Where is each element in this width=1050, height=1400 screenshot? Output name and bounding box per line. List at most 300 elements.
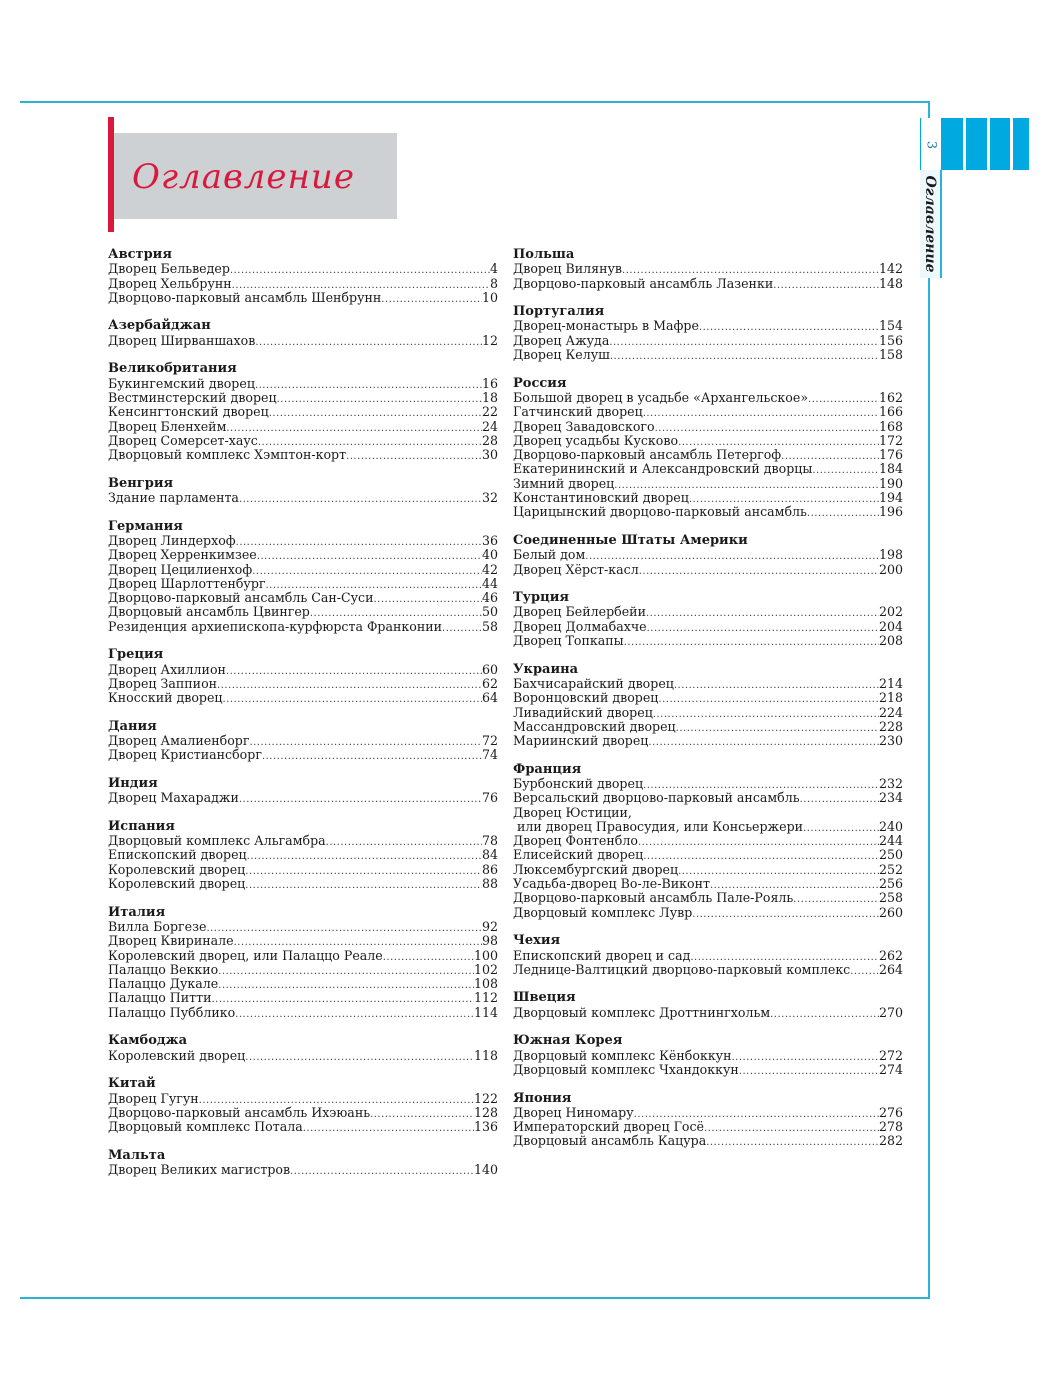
toc-section [513,991,903,1020]
entry-page-number: 24 [481,418,498,434]
entry-page-number: 270 [878,1004,903,1020]
dot-leader [277,393,482,407]
toc-section [513,1034,903,1077]
dot-leader [226,422,482,436]
entry-title: Дворец Сомерсет-хаус [108,432,258,448]
toc-section [108,477,498,506]
dot-leader [235,1008,474,1022]
toc-section [108,720,498,763]
toc-entry[interactable] [513,949,903,963]
entry-page-number: 40 [481,547,498,563]
entry-title: Палаццо Пубблико [108,1004,236,1020]
dot-leader [800,793,879,807]
dot-leader [346,450,482,464]
toc-entry[interactable] [513,1106,903,1120]
toc-entry[interactable] [513,420,903,434]
entry-page-number: 108 [473,976,498,992]
dot-leader [850,965,879,979]
toc-entry[interactable] [108,1106,498,1120]
dot-leader [643,407,879,421]
entry-page-number: 176 [878,447,903,463]
toc-entry[interactable] [108,548,498,562]
toc-entry[interactable] [513,877,903,891]
toc-entry[interactable] [513,863,903,877]
toc-entry[interactable] [108,963,498,977]
toc-entry[interactable] [513,620,903,634]
country-heading: Турция [513,590,569,606]
dot-leader [212,993,474,1007]
toc-entry[interactable] [513,777,903,791]
entry-title: Зимний дворец [513,475,615,491]
entry-page-number: 274 [878,1061,903,1077]
toc-entry[interactable] [513,348,903,362]
dot-leader [257,550,482,564]
entry-page-number: 44 [481,575,498,591]
dot-leader [370,1108,474,1122]
dot-leader [217,679,482,693]
entry-page-number: 76 [481,790,498,806]
entry-page-number: 184 [878,461,903,477]
entry-title: Императорский дворец Госё [513,1119,704,1135]
entry-page-number: 118 [473,1047,498,1063]
dot-leader [245,865,482,879]
country-heading: Греция [108,647,164,663]
dot-leader [704,1122,879,1136]
entry-title: Дворец Хельбрунн [108,275,232,291]
dot-leader [648,736,879,750]
entry-page-number: 32 [481,490,498,506]
entry-page-number: 244 [878,833,903,849]
toc-entry[interactable] [108,677,498,691]
dot-leader [381,293,482,307]
entry-title: Леднице-Валтицкий дворцово-парковый комплекс [513,961,851,977]
dot-leader [230,264,490,278]
toc-entry[interactable] [513,319,903,333]
entry-title: Белый дом [513,547,586,563]
dot-leader [643,850,879,864]
dot-leader [812,464,879,478]
entry-page-number: 156 [878,332,903,348]
toc-entry[interactable] [513,806,903,820]
entry-title: Резиденция архиепископа-курфюрста Франконии [108,618,443,634]
toc-entry[interactable] [513,963,903,977]
toc-entry[interactable] [513,262,903,276]
toc-entry[interactable] [513,1063,903,1077]
tab-divider [987,118,990,170]
toc-entry[interactable] [108,691,498,705]
toc-entry[interactable] [108,420,498,434]
entry-title: Палаццо Дукале [108,976,219,992]
entry-title: Дворцовый комплекс Хэмптон-корт [108,447,347,463]
entry-page-number: 200 [878,561,903,577]
entry-page-number: 224 [878,704,903,720]
dot-leader [609,336,879,350]
toc-entry[interactable] [513,834,903,848]
toc-entry[interactable] [513,434,903,448]
country-heading: Россия [513,375,567,391]
entry-page-number: 278 [878,1119,903,1135]
entry-title: Дворец Вилянув [513,261,623,277]
entry-title: Дворец Ажуда [513,332,610,348]
dot-leader [255,336,482,350]
entry-title: Вестминстерский дворец [108,389,277,405]
toc-entry[interactable] [108,262,498,276]
dot-leader [223,693,482,707]
entry-page-number: 102 [473,961,498,977]
entry-title: Дворец Кристиансборг [108,747,262,763]
toc-entry[interactable] [513,391,903,405]
toc-entry[interactable] [513,791,903,805]
country-heading: Индия [108,775,158,791]
toc-entry[interactable] [108,434,498,448]
toc-entry[interactable] [513,1134,903,1148]
entry-title: Дворец Бленхейм [108,418,227,434]
entry-page-number: 264 [878,961,903,977]
toc-entry[interactable] [513,334,903,348]
toc-section [108,362,498,462]
toc-section [513,763,903,920]
toc-entry[interactable] [108,748,498,762]
dot-leader [245,1051,474,1065]
entry-page-number: 202 [878,604,903,620]
toc-section [513,248,903,291]
toc-entry[interactable] [513,691,903,705]
entry-page-number: 260 [878,904,903,920]
dot-leader [674,679,879,693]
toc-entry[interactable] [108,920,498,934]
dot-leader [442,622,482,636]
dot-leader [255,379,482,393]
toc-entry[interactable] [513,677,903,691]
dot-leader [624,636,879,650]
toc-entry[interactable] [108,391,498,405]
dot-leader [303,1122,474,1136]
dot-leader [239,493,482,507]
entry-title: Букингемский дворец [108,375,255,391]
entry-title: Мариинский дворец [513,733,649,749]
right-rule [928,101,930,1299]
entry-title: Дворцовый комплекс Альгамбра [108,833,326,849]
entry-page-number: 12 [481,332,498,348]
entry-title: Гатчинский дворец [513,404,643,420]
dot-leader [206,922,482,936]
dot-leader [647,622,879,636]
toc-entry[interactable] [108,563,498,577]
entry-page-number: 22 [481,404,498,420]
toc-entry[interactable] [513,405,903,419]
toc-entry[interactable] [108,277,498,291]
entry-title: Усадьба-дворец Во-ле-Виконт [513,876,710,892]
dot-leader [247,850,482,864]
dot-leader [326,836,482,850]
country-heading: Дания [108,718,157,734]
toc-entry[interactable] [513,891,903,905]
dot-leader [646,607,879,621]
toc-entry[interactable] [513,277,903,291]
country-heading: Южная Корея [513,1033,623,1049]
country-heading: Франция [513,761,582,777]
entry-page-number: 74 [481,747,498,763]
entry-page-number: 258 [878,890,903,906]
dot-leader [692,908,879,922]
dot-leader [739,1065,879,1079]
entry-page-number: 196 [878,504,903,520]
entry-title: Бурбонский дворец [513,775,644,791]
toc-entry[interactable] [513,491,903,505]
entry-page-number: 4 [489,261,498,277]
entry-page-number: 166 [878,404,903,420]
toc-entry[interactable] [108,1049,498,1063]
dot-leader [653,708,879,722]
country-heading: Китай [108,1076,156,1092]
entry-title: Дворцовый комплекс Чхандоккун [513,1061,739,1077]
toc-entry[interactable] [108,934,498,948]
toc-entry[interactable] [108,605,498,619]
toc-entry[interactable] [513,820,903,834]
toc-entry[interactable] [513,720,903,734]
toc-entry[interactable] [108,491,498,505]
country-heading: Австрия [108,247,172,262]
side-label: Оглавление [922,175,938,273]
dot-leader [639,565,879,579]
toc-entry[interactable] [513,734,903,748]
toc-section [108,1149,498,1178]
toc-entry[interactable] [108,577,498,591]
dot-leader [269,407,482,421]
dot-leader [226,665,482,679]
entry-title: Дворец Ширваншахов [108,332,256,348]
dot-leader [218,965,474,979]
entry-page-number: 84 [481,847,498,863]
entry-page-number: 240 [878,818,903,834]
toc-entry[interactable] [108,1092,498,1106]
entry-title: Дворцово-парковый ансамбль Пале-Рояль [513,890,794,906]
entry-title: Царицынский дворцово-парковый ансамбль [513,504,807,520]
entry-title: Дворец Ниномару [513,1104,634,1120]
entry-title: Дворец Топкапы [513,633,624,649]
entry-title: Королевский дворец [108,1047,246,1063]
country-heading: Украина [513,661,579,677]
entry-title: Дворец Заппион [108,675,218,691]
toc-section [108,906,498,1020]
dot-leader [245,879,482,893]
entry-title: Кносский дворец [108,690,223,706]
dot-leader [732,1051,879,1065]
dot-leader [793,893,879,907]
dot-leader [770,1008,879,1022]
entry-page-number: 232 [878,775,903,791]
entry-page-number: 208 [878,633,903,649]
toc-entry[interactable] [513,848,903,862]
entry-title: Дворец Хёрст-касл [513,561,639,577]
dot-leader [808,393,879,407]
entry-page-number: 228 [878,718,903,734]
entry-title: Кенсингтонский дворец [108,404,269,420]
toc-entry[interactable] [513,906,903,920]
dot-leader [218,979,474,993]
entry-page-number: 282 [878,1133,903,1149]
entry-page-number: 42 [481,561,498,577]
toc-entry[interactable] [108,591,498,605]
entry-page-number: 194 [878,490,903,506]
entry-page-number: 136 [473,1119,498,1135]
toc-entry[interactable] [108,663,498,677]
toc-section [108,1077,498,1134]
toc-entry[interactable] [108,791,498,805]
toc-entry[interactable] [108,848,498,862]
country-heading: Япония [513,1090,572,1106]
entry-title: Дворец Бейлербейи [513,604,646,620]
entry-page-number: 158 [878,347,903,363]
toc-entry[interactable] [513,548,903,562]
entry-page-number: 198 [878,547,903,563]
toc-section [108,777,498,806]
toc-entry[interactable] [108,620,498,634]
dot-leader [383,951,474,965]
entry-title: Большой дворец в усадьбе «Архангельское» [513,389,809,405]
dot-leader [374,593,482,607]
entry-page-number: 10 [481,289,498,305]
entry-page-number: 218 [878,690,903,706]
page-title: Оглавление [132,157,355,197]
toc-entry[interactable] [108,291,498,305]
entry-page-number: 64 [481,690,498,706]
toc-entry[interactable] [108,949,498,963]
toc-entry[interactable] [108,734,498,748]
toc-entry[interactable] [108,977,498,991]
entry-page-number: 276 [878,1104,903,1120]
dot-leader [610,350,879,364]
country-heading: Чехия [513,933,561,949]
toc-entry[interactable] [513,462,903,476]
entry-page-number: 112 [473,990,498,1006]
toc-entry[interactable] [108,834,498,848]
toc-entry[interactable] [108,534,498,548]
entry-page-number: 148 [878,275,903,291]
entry-page-number: 230 [878,733,903,749]
entry-title: Вилла Боргезе [108,918,207,934]
entry-page-number: 122 [473,1090,498,1106]
dot-leader [638,836,879,850]
entry-title: Дворцово-парковый ансамбль Ихэюань [108,1104,371,1120]
toc-column-left [108,248,498,1192]
toc-section [108,1034,498,1063]
dot-leader [699,321,879,335]
toc-section [108,648,498,705]
dot-leader [239,793,482,807]
toc-entry[interactable] [108,334,498,348]
entry-page-number: 98 [481,933,498,949]
toc-entry[interactable] [513,563,903,577]
toc-entry[interactable] [108,1006,498,1020]
toc-entry[interactable] [513,505,903,519]
country-heading: Италия [108,904,166,920]
dot-leader [773,279,879,293]
entry-title: Дворец Амалиенборг [108,733,250,749]
entry-page-number: 204 [878,618,903,634]
toc-entry[interactable] [108,405,498,419]
entry-page-number: 252 [878,861,903,877]
toc-entry[interactable] [513,1006,903,1020]
page-number: 3 [923,140,939,150]
country-heading: Польша [513,247,575,262]
entry-title: Палаццо Питти [108,990,212,1006]
entry-page-number: 30 [481,447,498,463]
dot-leader [252,565,482,579]
entry-title: Дворец Линдерхоф [108,532,236,548]
entry-title: Дворцовый ансамбль Кацура [513,1133,707,1149]
toc-entry[interactable] [513,1049,903,1063]
entry-page-number: 86 [481,861,498,877]
top-rule [20,101,930,103]
entry-title: Дворец Ахиллион [108,661,226,677]
entry-title: Дворцовый ансамбль Цвингер [108,604,310,620]
toc-entry[interactable] [108,991,498,1005]
toc-entry[interactable] [108,863,498,877]
toc-entry[interactable] [108,448,498,462]
toc-entry[interactable] [108,1120,498,1134]
entry-page-number: 92 [481,918,498,934]
country-heading: Соединенные Штаты Америки [513,532,748,548]
dot-leader [706,1136,879,1150]
entry-page-number: 62 [481,675,498,691]
toc-entry[interactable] [513,634,903,648]
entry-title: Ливадийский дворец [513,704,653,720]
toc-entry[interactable] [513,706,903,720]
entry-page-number: 162 [878,389,903,405]
entry-page-number: 60 [481,661,498,677]
entry-title: Королевский дворец [108,861,246,877]
entry-title: Епископский дворец и сад [513,947,691,963]
dot-leader [658,693,879,707]
toc-section [513,663,903,749]
entry-title: Дворцовый комплекс Потала [108,1119,303,1135]
entry-page-number: 78 [481,833,498,849]
entry-title: или дворец Правосудия, или Консьержери [517,818,804,834]
country-heading: Испания [108,818,175,834]
toc-entry[interactable] [513,1120,903,1134]
toc-section [513,1092,903,1149]
country-heading: Азербайджан [108,318,211,334]
dot-leader [290,1165,474,1179]
dot-leader [676,722,879,736]
toc-entry[interactable] [513,448,903,462]
entry-page-number: 140 [473,1162,498,1177]
entry-title: Дворцовый комплекс Кёнбоккун [513,1047,732,1063]
toc-section [108,520,498,634]
entry-page-number: 58 [481,618,498,634]
dot-leader [803,822,879,836]
entry-page-number: 142 [878,261,903,277]
dot-leader [236,536,482,550]
toc-entry[interactable] [513,477,903,491]
entry-title: Дворец Квиринале [108,933,234,949]
toc-section [513,377,903,520]
entry-title: Дворцово-парковый ансамбль Шенбрунн [108,289,382,305]
entry-page-number: 28 [481,432,498,448]
entry-page-number: 114 [473,1004,498,1020]
entry-page-number: 8 [489,275,498,291]
toc-section [513,591,903,648]
toc-entry[interactable] [513,605,903,619]
country-heading: Камбоджа [108,1033,188,1049]
entry-page-number: 250 [878,847,903,863]
entry-title: Дворец Келуш [513,347,610,363]
entry-title: Дворец-монастырь в Мафре [513,318,699,334]
toc-entry[interactable] [108,1163,498,1177]
toc-entry[interactable] [108,377,498,391]
toc-entry[interactable] [108,877,498,891]
